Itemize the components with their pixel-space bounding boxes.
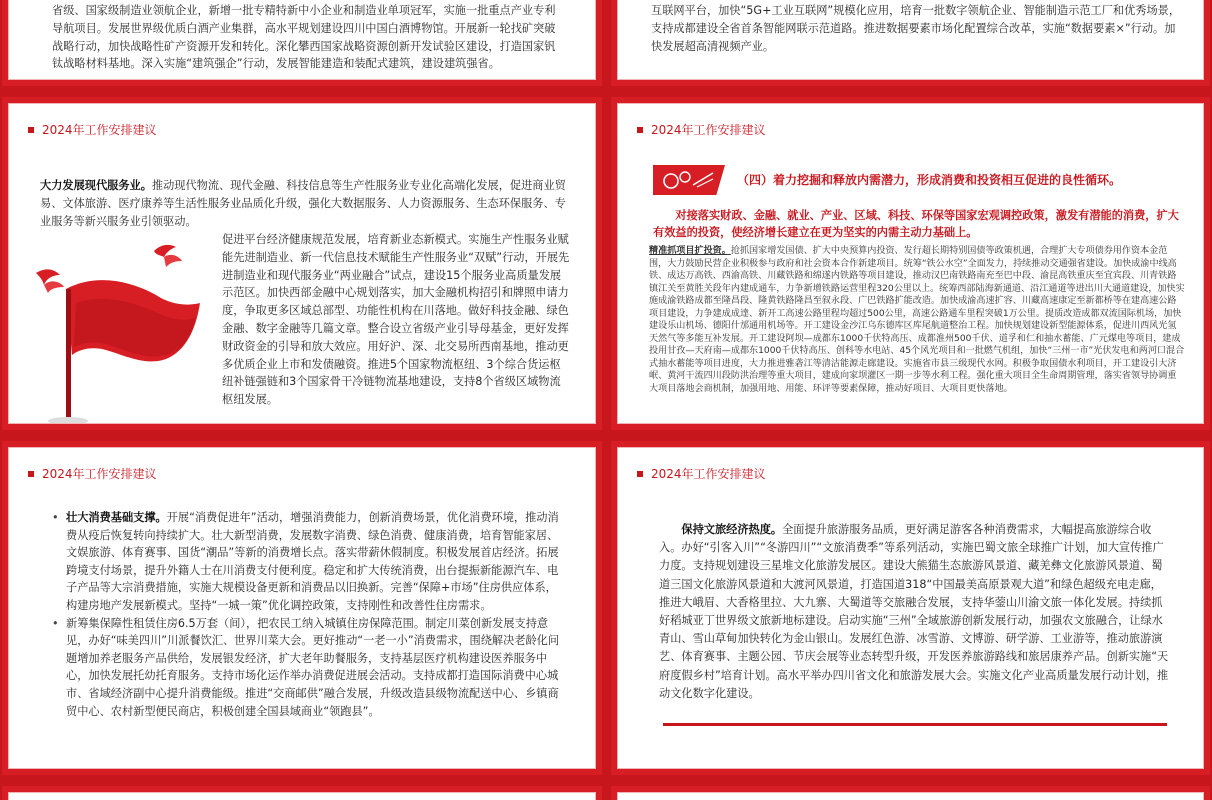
slide5-bullet2-text: 新筹集保障性租赁住房6.5万套（间），把农民工纳入城镇住房保障范围。制定川菜创新发展支持意见，办好“味美四川”川派餐饮汇、世界川菜大会。更好推动“一老一小”消费需求，围绕解决老龄化问题增加养老服务产品供给，发展银发经济，扩大老年助餐服务，支持基层医疗机构建设医养服务中心，加快发展托幼托育服务。支持市场化运作举办消费促进展会活动。支持成都打造国际消费中心城市、省域经济副中心提升消费能级。推进“交商邮供”融合发展，升级改造县级物流配送中心、乡镇商贸中心、农村新型便民商店，积极创建全国县域商业“领跑县”。 [66,616,560,718]
list-item [52,615,562,721]
slide-header [28,465,157,482]
slide-industry-top-left [2,0,602,86]
slide5-bullet1-text: 开展“消费促进年”活动，增强消费能力，创新消费场景，优化消费环境，推动消费从疫后恢复转向持续扩大。壮大新型消费，发展数字消费、绿色消费、健康消费，培育智能家居、文娱旅游、体育赛事、国货“潮品”等新的消费增长点。落实带薪休假制度。积极发展首店经济。拓展跨境支付场景，提升外籍人士在川消费支付便利度。稳定和扩大传统消费，出台提振新能源汽车、电子产品等大宗消费措施，实施大规模设备更新和消费品以旧换新。完善“保障+市场”住房供应体系，构建房地产发展新模式。坚持“一城一策”优化调控政策，支持刚性和改善性住房需求。 [66,511,559,612]
slide-header [637,121,766,138]
slide-domestic-demand [611,97,1210,430]
slide-consumption [2,441,602,775]
slide6-body: 全面提升旅游服务品质，更好满足游客各种消费需求，大幅提高旅游综合收入。办好“引客入川”“冬游四川”“文旅消费季”等系列活动，实施巴蜀文旅全球推广计划，加大宣传推广力度。支持规划建设三星堆文化旅游发展区。建设大熊猫生态旅游风景道、藏羌彝文化旅游风景道、蜀道三国文化旅游风景道和大渡河风景道，打造国道318“中国最美高原景观大道”和绿色超级充电走廊，推进大峨眉、大香格里拉、大九寨、大蜀道等交旅融合发展，支持华蓥山川渝文旅一体化发展。持续抓好稻城亚丁世界级文旅新地标建设。启动实施“三州”全域旅游创新发展行动，加强农文旅融合，让绿水青山、雪山草甸加快转化为金山银山。发展红色游、冰雪游、文博游、研学游、工业游等，推动旅游演艺、体育赛事、主题公园、节庆会展等业态转型升级，开发医养旅游路线和旅居康养产品。创新实施“天府度假乡村”培育计划。高水平举办四川省文化和旅游发展大会。实施文化产业高质量发展行动计划，推动文化数字化建设。 [659,523,1169,700]
slide-header-label: 2024年工作安排建议 [42,123,157,137]
slide5-bullet-list [52,509,562,720]
slide-digital-top-right [611,0,1210,86]
slide3-body: 促进平台经济健康规范发展，培育新业态新模式。实施生产性服务业赋能先进制造业、新一代信息技术赋能生产性服务业“双赋”行动，开展先进制造业和现代服务业“两业融合”试点，建设15个服务业高质量发展示范区。加快西部金融中心规划落实，加大金融机构招引和牌照申请力度，争取更多区域总部型、功能性机构在川落地。做好科技金融、绿色金融、数字金融等几篇文章。整合设立省级产业引导母基金，更好发挥财政资金的引导和放大效应。用好沪、深、北交易所西南基地，推动更多优质企业上市和发债融资。推进5个国家物流枢纽、3个综合货运枢纽补链强链和3个国家骨干冷链物流基地建设，支持8个省级区域物流枢纽发展。 [222,233,570,407]
slide-header-label: 2024年工作安排建议 [651,123,766,137]
slide-bottom-right [611,786,1210,800]
slide6-lead-bold: 保持文旅经济热度。 [681,523,783,536]
slide4-lead: 精准抓项目扩投资。 [649,246,731,256]
header-square-icon [637,127,643,133]
slide4-body-block [649,245,1185,395]
slide-header-label: 2024年工作安排建议 [651,467,766,481]
red-flag-doves-illustration [36,233,206,423]
slide-modern-services [2,97,602,430]
slide1-paragraph: 省级、国家级制造业领航企业，新增一批专精特新中小企业和制造业单项冠军，实施一批重点产业专利导航项目。发展世界级优质白酒产业集群，高水平规划建设四川中国白酒博物馆。开展新一轮找矿突破战略行动，加快战略性矿产资源开发和转化。深化攀西国家战略资源创新开发试验区建设，打造国家钒钛战略材料基地。深入实施“建筑强企”行动，发展智能建造和装配式建筑，建设建筑强省。 [52,4,556,71]
slide2-paragraph: 互联网平台，加快“5G+工业互联网”规模化应用，培育一批数字领航企业、智能制造示范工厂和优秀场景，支持成都建设全省首条智能网联示范道路。推进数据要素市场化配置综合改革，实施“数据要素×”行动。加快发展超高清视频产业。 [651,4,1181,53]
slide5-bullet1-bold: 壮大消费基础支撑。 [66,511,167,524]
slide-culture-tourism [611,441,1210,775]
slide-header [28,121,157,138]
slide-header-label: 2024年工作安排建议 [42,467,157,481]
decorative-ornament-icon [659,167,717,193]
red-flag-icon [36,233,206,423]
slide4-body: 抢抓国家增发国债、扩大中央预算内投资、发行超长期特别国债等政策机遇，合理扩大专项债券用作资本金范围，大力鼓励民营企业积极参与政府和社会资本合作新建项目。统筹“铁公水空”全面发力，持续推动交通强省建设。加快成渝中线高铁、成达万高铁、西渝高铁、川藏铁路和绵遂内铁路等项目建设，推动汉巴南铁路南充至巴中段、渝昆高铁重庆至宜宾段、川青铁路镇江关至黄胜关段年内建成通车，力争新增铁路运营里程320公里以上。统筹西部陆海新通道、沿江通道等进出川大通道建设，加快实施成渝铁路成都至隆昌段、隆黄铁路隆昌至叙永段、广巴铁路扩能改造。加快成渝高速扩容、川藏高速康定至新都桥等在建高速公路项目建设，力争建成成達、新开工高速公路里程均超过500公里，高速公路通车里程突破1万公里。提质改造成都双流国际机场，加快建设乐山机场、德阳什邡通用机场等。开工建设金沙江乌东德库区库尾航道整治工程。加快规划建设新型能源体系，促进川西风光氢天然气等多能互补发展。开工建设阿坝—成都东1000千伏特高压、成都淮州500千伏、道孚和仁和抽水蓄能、广元煤电等项目，建成投用甘孜—天府南—成都东1000千伏特高压、创科等水电站、45个风光项目和一批燃气机组，加快“三州一市”光伏发电和两河口混合式抽水蓄能等项目进度，大力推进雅砻江等清洁能源走廊建设。实施省市县三级现代水网。积极争取国债水利项目，开工建设引大济岷、黄河干流四川段防洪治理等重大项目，建成向家坝灌区一期一步等水利工程。强化重大项目全生命周期管理，落实省领导协调重大项目落地会商机制，加强用地、用能、环评等要素保障，推动好项目、大项目更快落地。 [649,246,1185,394]
slide4-heading: （四）着力挖掘和释放内需潜力，形成消费和投资相互促进的良性循环。 [737,173,1122,187]
slide3-lead-bold: 大力发展现代服务业。 [40,179,152,192]
header-square-icon [28,127,34,133]
slide6-paragraph [659,521,1171,703]
list-item [52,509,562,615]
header-square-icon [637,471,643,477]
slide3-lead [40,177,570,230]
slide-bottom-left [2,786,602,800]
header-square-icon [28,471,34,477]
slide3-lead-text: 推动现代物流、现代金融、科技信息等生产性服务业专业化高端化发展，促进商业贸易、文体旅游、医疗康养等生活性服务业品质化升级，强化大数据服务、人力资源服务、生态环保服务、专业服务等新兴服务业引领驱动。 [40,179,566,228]
slide4-red-paragraph: 对接落实财政、金融、就业、产业、区域、科技、环保等国家宏观调控政策，激发有潜能的消费，扩大有效益的投资，使经济增长建立在更为坚实的内需主动力基础上。 [653,209,1179,239]
slide-header [637,465,766,482]
bottom-red-divider [663,723,1167,726]
